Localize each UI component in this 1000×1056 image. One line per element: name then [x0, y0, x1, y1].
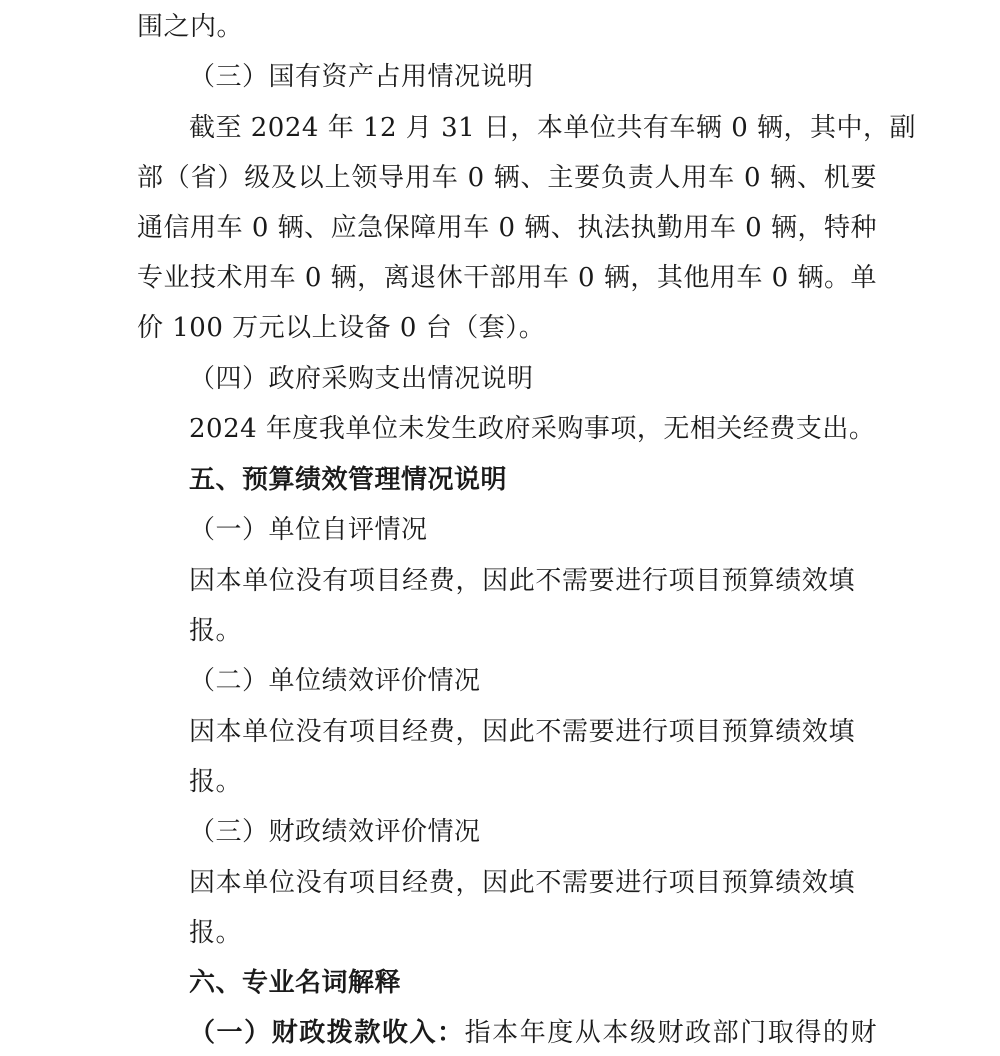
paragraph-line: 因本单位没有项目经费，因此不需要进行项目预算绩效填 — [189, 868, 855, 898]
subheading-fiscal-performance: （三）财政绩效评价情况 — [189, 817, 481, 847]
subheading-procurement: （四）政府采购支出情况说明 — [189, 364, 534, 394]
paragraph-line: 专业技术用车 0 辆，离退休干部用车 0 辆，其他用车 0 辆。单 — [137, 263, 877, 293]
subheading-assets: （三）国有资产占用情况说明 — [189, 62, 534, 92]
term-definition-line — [189, 1018, 877, 1048]
section-heading-6: 六、专业名词解释 — [189, 968, 402, 998]
paragraph-line: 报。 — [189, 616, 243, 646]
subheading-self-evaluation: （一）单位自评情况 — [189, 515, 428, 545]
term-definition: 指本年度从本级财政部门取得的财 — [464, 1018, 877, 1048]
term-label: （一）财政拨款收入： — [189, 1018, 465, 1048]
text-line: 围之内。 — [137, 12, 244, 42]
section-heading-5: 五、预算绩效管理情况说明 — [189, 465, 508, 495]
subheading-unit-performance: （二）单位绩效评价情况 — [189, 666, 481, 696]
paragraph-line: 截至 2024 年 12 月 31 日，本单位共有车辆 0 辆，其中，副 — [189, 113, 916, 143]
paragraph-line: 因本单位没有项目经费，因此不需要进行项目预算绩效填 — [189, 717, 855, 747]
paragraph-line: 通信用车 0 辆、应急保障用车 0 辆、执法执勤用车 0 辆，特种 — [137, 213, 877, 243]
paragraph-line: 部（省）级及以上领导用车 0 辆、主要负责人用车 0 辆、机要 — [137, 163, 877, 193]
paragraph-line: 2024 年度我单位未发生政府采购事项，无相关经费支出。 — [189, 414, 876, 444]
paragraph-line: 报。 — [189, 918, 243, 948]
paragraph-line: 报。 — [189, 767, 243, 797]
paragraph-line: 价 100 万元以上设备 0 台（套）。 — [137, 313, 546, 343]
paragraph-line: 因本单位没有项目经费，因此不需要进行项目预算绩效填 — [189, 566, 855, 596]
